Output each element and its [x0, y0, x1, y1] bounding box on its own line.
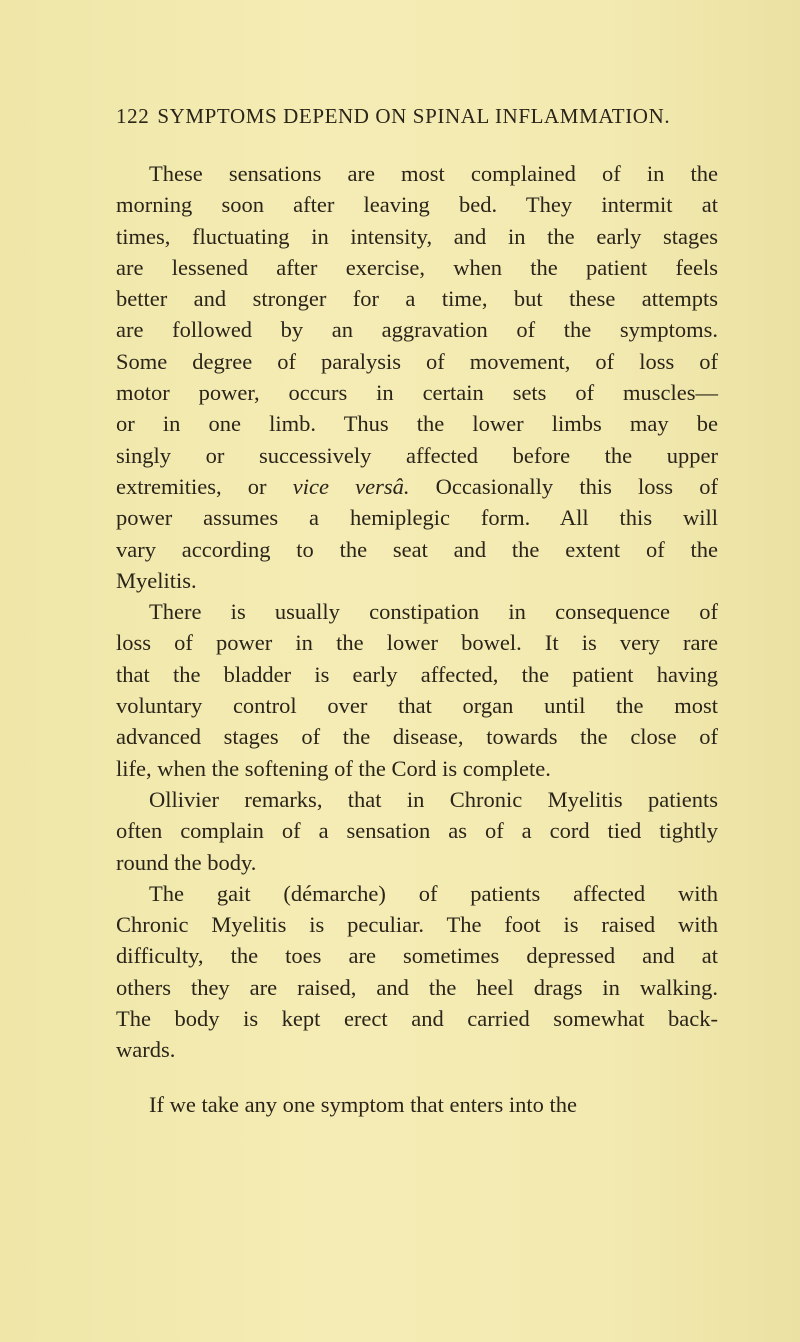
text-line: loss of power in the lower bowel. It is very rare	[116, 630, 718, 656]
text-line: Some degree of paralysis of movement, of loss of	[116, 348, 718, 374]
text-line: or in one limb. Thus the lower limbs may be	[116, 411, 718, 437]
text-line: There is usually constipation in consequence of	[149, 599, 718, 625]
text-line: life, when the softening of the Cord is complete.	[116, 755, 551, 781]
italic-phrase: vice versâ.	[292, 473, 410, 499]
running-header	[116, 104, 670, 129]
text-line: are lessened after exercise, when the patient feels	[116, 254, 718, 280]
paragraph	[116, 1089, 718, 1120]
text-line: difficulty, the toes are sometimes depressed and at	[116, 943, 718, 969]
text-line: better and stronger for a time, but these attempts	[116, 286, 718, 312]
paragraph	[116, 596, 718, 784]
text-line: often complain of a sensation as of a cord tied tightly	[116, 818, 718, 844]
text-line: others they are raised, and the heel drags in walking.	[116, 974, 718, 1000]
paragraph	[116, 878, 718, 1066]
text-line: Myelitis.	[116, 567, 197, 593]
text-line: If we take any one symptom that enters into the	[149, 1091, 578, 1117]
text-line: Chronic Myelitis is peculiar. The foot is raised with	[116, 912, 718, 938]
paragraph	[116, 158, 718, 596]
text-line: round the body.	[116, 849, 257, 875]
text-line: morning soon after leaving bed. They intermit at	[116, 192, 718, 218]
page-number: 122	[116, 104, 150, 128]
text-line: voluntary control over that organ until the most	[116, 693, 718, 719]
text-run: Occasionally this loss of	[409, 473, 718, 499]
paragraph-gap	[116, 1066, 718, 1089]
text-line: The body is kept erect and carried somewhat back-	[116, 1006, 718, 1032]
text-line: These sensations are most complained of in the	[149, 161, 718, 186]
paragraph	[116, 784, 718, 878]
text-line: The gait (démarche) of patients affected with	[149, 880, 718, 906]
text-line	[116, 471, 718, 502]
text-line: that the bladder is early affected, the patient having	[116, 661, 718, 687]
text-line: power assumes a hemiplegic form. All this will	[116, 505, 718, 531]
body-text	[116, 158, 718, 1120]
text-line: times, fluctuating in intensity, and in the early stages	[116, 223, 718, 249]
text-run: extremities, or	[116, 473, 293, 499]
running-title: SYMPTOMS DEPEND ON SPINAL INFLAMMATION.	[157, 104, 671, 128]
text-line: Ollivier remarks, that in Chronic Myelitis patients	[149, 786, 718, 812]
text-line: wards.	[116, 1037, 176, 1063]
text-line: singly or successively affected before the upper	[116, 442, 718, 468]
text-line: are followed by an aggravation of the symptoms.	[116, 317, 718, 343]
text-line: advanced stages of the disease, towards the close of	[116, 724, 718, 750]
text-line: vary according to the seat and the extent of the	[116, 536, 718, 562]
text-line: motor power, occurs in certain sets of muscles—	[116, 380, 718, 406]
